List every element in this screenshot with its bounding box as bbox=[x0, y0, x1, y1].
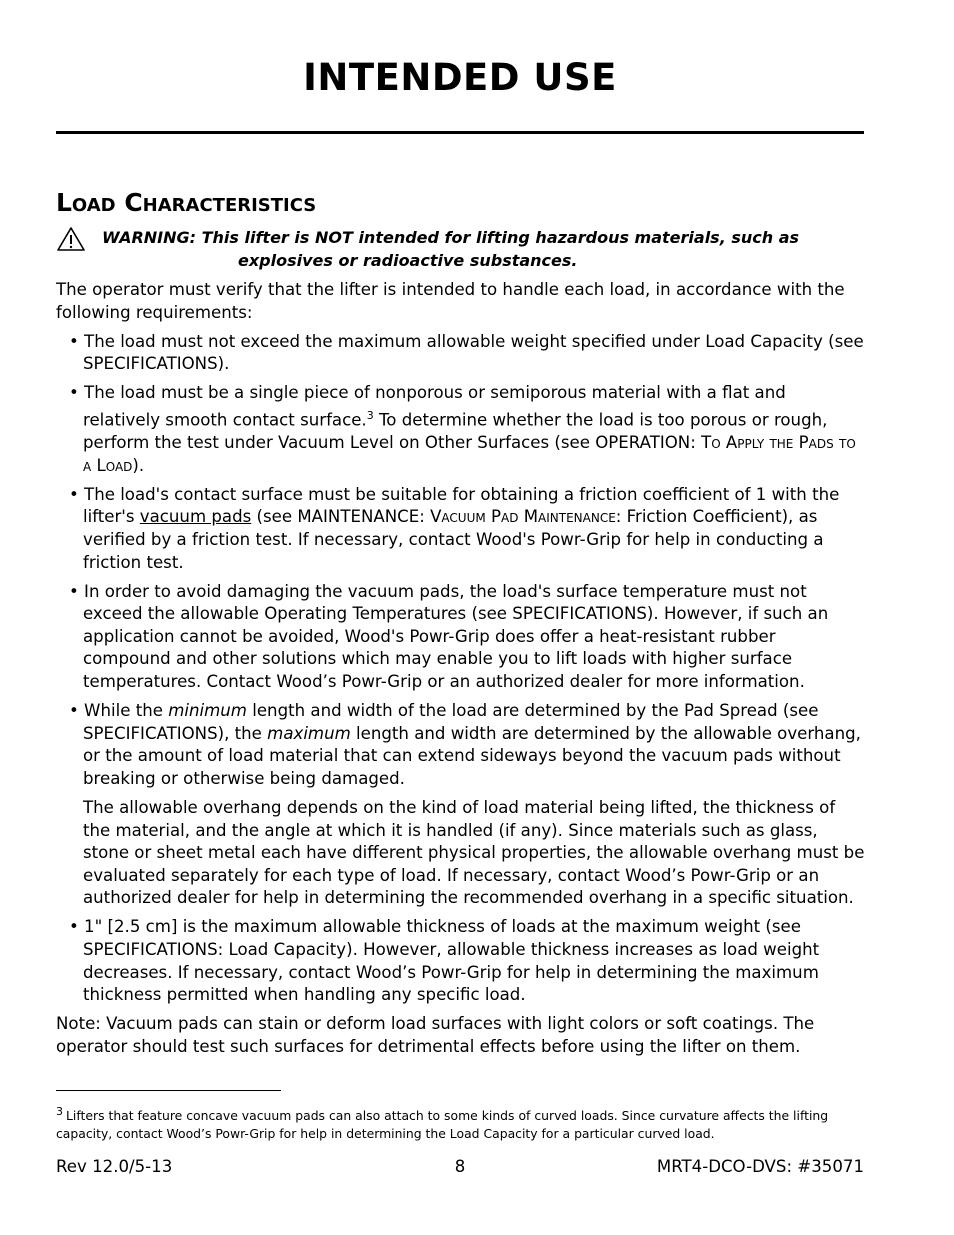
footnote-number: 3 bbox=[56, 1105, 63, 1118]
footnote-divider bbox=[56, 1090, 281, 1091]
section-heading: Load Characteristics bbox=[56, 188, 317, 217]
overhang-paragraph: The allowable overhang depends on the kind of load material being lifted, the thickness of the material, and the angle at which it is handled (if any). Since materials such as glass, stone or sheet metal each have different physical properties, the allowable overhang must be evaluated separately for each type of load. If necessary, contact Wood’s Powr-Grip or an authorized dealer for help in determining the recommended overhang in a specific situation. bbox=[83, 798, 865, 908]
bullet-friction-text: • The load's contact surface must be suitable for obtaining a friction coefficient of 1 with the lifter's bbox=[69, 484, 840, 527]
maintenance-reference: Vacuum Pad Maintenance bbox=[430, 507, 616, 527]
warning-triangle-icon bbox=[56, 226, 86, 252]
bullet-dimensions bbox=[56, 700, 866, 790]
bullet-dimensions-text-3: length and width are determined by the allowable overhang, or the amount of load material that can extend sideways beyond the vacuum pads without breaking or otherwise being damaged. bbox=[83, 723, 861, 788]
page-number: 8 bbox=[454, 1157, 466, 1176]
bullet-temperature: • In order to avoid damaging the vacuum pads, the load's surface temperature must not exceed the allowable Operating Temperatures (see SPECIFICATIONS). However, if such an application cannot be avoided, Wood's Powr-Grip does offer a heat-resistant rubber compound and other solutions which may enable you to lift loads with higher surface temperatures. Contact Wood’s Powr-Grip or an authorized dealer for more information. bbox=[69, 581, 829, 692]
page-title: INTENDED USE bbox=[303, 56, 617, 99]
warning-text-line-2: explosives or radioactive substances. bbox=[238, 251, 578, 270]
document-id: MRT4-DCO-DVS: #35071 bbox=[656, 1157, 864, 1176]
bullet-friction bbox=[56, 484, 866, 574]
bullet-dimensions-text: • While the bbox=[69, 701, 169, 721]
bullet-thickness: • 1" [2.5 cm] is the maximum allowable thickness of loads at the maximum weight (see SPECIFICATIONS: Load Capacity). However, allowable thickness increases as load weight decreases. If necessary, contact Wood’s Powr-Grip for help in determining the maximum thickness permitted when handling any specific load. bbox=[69, 917, 820, 1005]
bullet-weight: • The load must not exceed the maximum allowable weight specified under Load Capacity (see SPECIFICATIONS). bbox=[69, 331, 864, 374]
emphasis-minimum: minimum bbox=[168, 701, 247, 721]
warning-text-line-1: WARNING: This lifter is NOT intended for lifting hazardous materials, such as bbox=[102, 228, 800, 247]
bullet-material-text-3: ). bbox=[132, 455, 145, 475]
footnote-marker[interactable]: 3 bbox=[366, 408, 374, 422]
footnote-text: Lifters that feature concave vacuum pads can also attach to some kinds of curved loads. Since curvature affects the lifting capacity, contact Wood’s Powr-Grip for help in determining the Load Capacity for a particular curved load. bbox=[56, 1108, 829, 1141]
bullet-material-text-2: To determine whether the load is too porous or rough, perform the test under Vacuum Level on Other Surfaces (see OPERATION: bbox=[83, 410, 828, 453]
emphasis-maximum: maximum bbox=[267, 723, 351, 743]
footnote bbox=[56, 1103, 856, 1142]
revision-label: Rev 12.0/5-13 bbox=[56, 1157, 173, 1176]
note-paragraph: Note: Vacuum pads can stain or deform load surfaces with light colors or soft coatings. The operator should test such surfaces for detrimental effects before using the lifter on them. bbox=[56, 1014, 815, 1056]
bullet-material bbox=[56, 382, 866, 477]
intro-paragraph: The operator must verify that the lifter is intended to handle each load, in accordance with the following requirements: bbox=[56, 280, 845, 322]
bullet-dimensions-text-2: length and width of the load are determined by the Pad Spread (see SPECIFICATIONS), the bbox=[83, 701, 819, 743]
bullet-material-text: • The load must be a single piece of nonporous or semiporous material with a flat and relatively smooth contact surface. bbox=[69, 383, 786, 430]
title-divider bbox=[56, 131, 864, 134]
vacuum-pads-link[interactable]: vacuum pads bbox=[139, 507, 252, 527]
bullet-friction-text-2: (see MAINTENANCE: bbox=[251, 507, 431, 527]
bullet-friction-text-3: : Friction Coefficient), as verified by a friction test. If necessary, contact Wood's Powr-Grip for help in conducting a friction test. bbox=[83, 507, 824, 572]
body-text bbox=[56, 279, 866, 1065]
operation-reference: To Apply the Pads to a Load bbox=[83, 433, 856, 475]
